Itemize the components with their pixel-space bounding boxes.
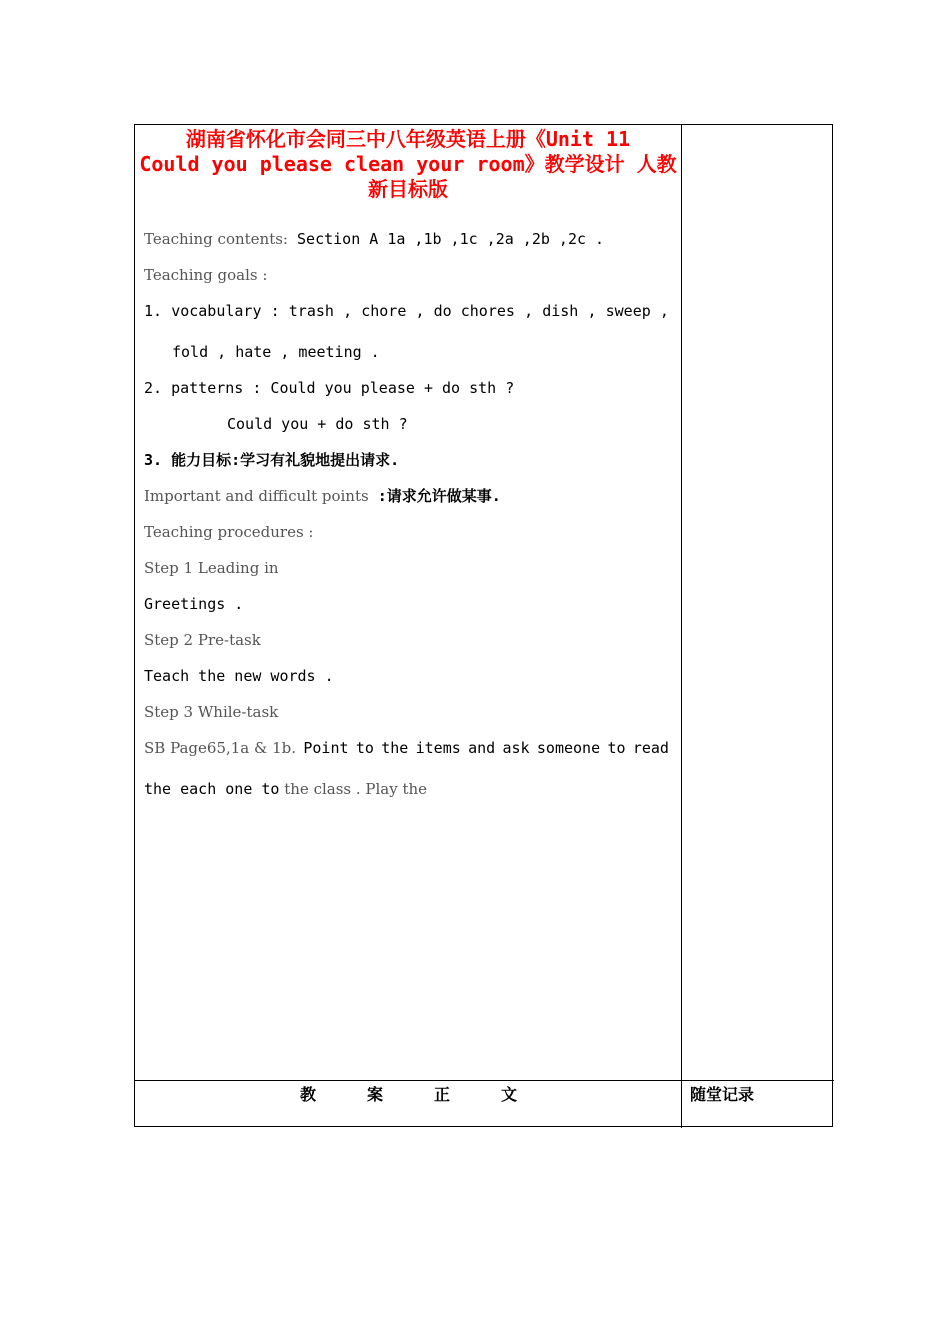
step-3-label: Step 3 While-task: [144, 703, 279, 721]
step-3-word: items: [415, 739, 461, 757]
goal-1-item: ,: [587, 302, 597, 320]
goal-1-item: sweep: [605, 302, 651, 320]
lesson-plan-table: [134, 124, 833, 1127]
goal-1-prefix: 1.: [144, 302, 163, 320]
title-line-3: 新目标版: [368, 177, 448, 201]
step-3-word: read: [632, 739, 669, 757]
step-3-word: to: [607, 739, 626, 757]
footer-notes-label: 随堂记录: [690, 1085, 755, 1104]
main-content-cell: [135, 125, 681, 1080]
step-3-word: ask: [502, 739, 530, 757]
step-3-line-2: [144, 780, 427, 798]
title-line-2: Could you please clean your room》教学设计 人教: [139, 152, 677, 176]
step-3-word: someone: [536, 739, 601, 757]
footer-main-label: [135, 1081, 681, 1127]
important-points-line: [144, 487, 501, 505]
footer-char: 教: [300, 1085, 317, 1104]
goal-1-line-1: [144, 302, 669, 320]
footer-char: 正: [434, 1085, 451, 1104]
important-points-label: Important and difficult points: [144, 487, 369, 505]
step-3-word: and: [468, 739, 496, 757]
goal-1-item: dish: [542, 302, 579, 320]
goal-1-item: do chores: [433, 302, 515, 320]
step-1-content: Greetings .: [144, 595, 244, 613]
teaching-procedures-label: Teaching procedures :: [144, 523, 314, 541]
step-3-line-2-black: the each one to: [144, 780, 280, 798]
goal-1-item: ,: [415, 302, 425, 320]
step-3-line-1-spread: [144, 739, 669, 757]
goal-2-line-1: 2. patterns : Could you please + do sth ?: [144, 379, 515, 397]
step-3-word: to: [355, 739, 374, 757]
goal-3-line: 3. 能力目标:学习有礼貌地提出请求.: [144, 451, 400, 469]
goal-1-item: vocabulary: [171, 302, 262, 320]
step-2-label: Step 2 Pre-task: [144, 631, 261, 649]
teaching-contents-value: Section A 1a ,1b ,1c ,2a ,2b ,2c .: [288, 230, 605, 248]
important-points-value: :请求允许做某事.: [368, 487, 501, 505]
step-1-label: Step 1 Leading in: [144, 559, 279, 577]
goal-1-item: trash: [288, 302, 334, 320]
teaching-contents-label: Teaching contents:: [144, 230, 288, 248]
goal-1-item: ,: [659, 302, 669, 320]
footer-char: 文: [501, 1085, 518, 1104]
teaching-contents-line: [144, 230, 604, 248]
title-line-1: 湖南省怀化市会同三中八年级英语上册《Unit 11: [185, 127, 631, 151]
goal-1-item: :: [270, 302, 280, 320]
step-3-sb-ref: SB Page65,1a & 1b.: [144, 739, 297, 757]
goal-1-item: ,: [343, 302, 353, 320]
step-2-content: Teach the new words .: [144, 667, 334, 685]
step-3-word: the: [381, 739, 409, 757]
goal-1-item: ,: [524, 302, 534, 320]
goal-1-item: chore: [361, 302, 407, 320]
teaching-goals-label: Teaching goals :: [144, 266, 268, 284]
column-divider: [681, 125, 682, 1128]
step-3-word: Point: [303, 739, 349, 757]
step-3-line-1: [144, 739, 669, 757]
step-3-line-2-gray: the class . Play the: [279, 780, 428, 798]
goal-1-line-2: fold , hate , meeting .: [172, 343, 380, 361]
document-title: [135, 127, 681, 202]
footer-char: 案: [367, 1085, 384, 1104]
goal-1-spread: [144, 302, 669, 320]
goal-2-line-2: Could you + do sth ?: [227, 415, 408, 433]
